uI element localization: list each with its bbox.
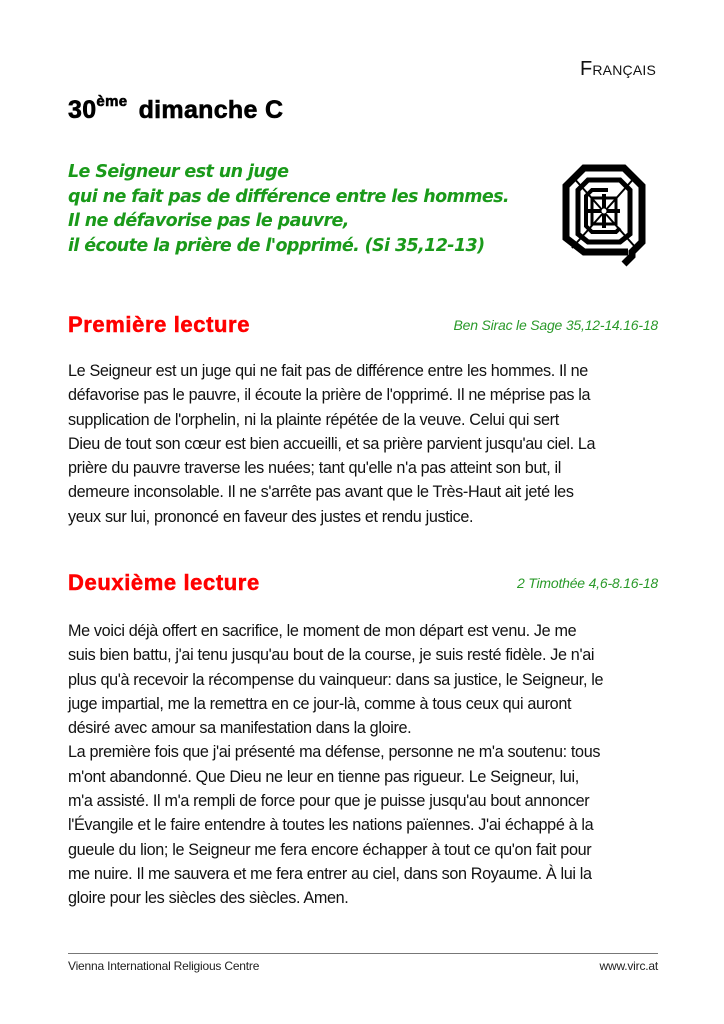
text-line: suis bien battu, j'ai tenu jusqu'au bout de la course, je suis resté fidèle. Je n'ai <box>68 646 595 665</box>
first-reading-text <box>68 359 668 529</box>
text-line: Le Seigneur est un juge qui ne fait pas de différence entre les hommes. Il ne <box>68 362 588 380</box>
first-reading-reference: Ben Sirac le Sage 35,12-14.16-18 <box>453 317 658 333</box>
text-line: La première fois que j'ai présenté ma défense, personne ne m'a soutenu: tous <box>68 743 601 762</box>
title-rest: dimanche C <box>138 96 284 124</box>
page-title <box>68 93 284 125</box>
text-line: juge impartial, me la remettra en ce jour-là, comme à tous ceux qui auront <box>68 694 572 713</box>
text-line: m'a assisté. Il m'a rempli de force pour que je puisse jusqu'au bout annoncer <box>68 792 590 811</box>
antiphon-line: il écoute la prière de l'opprimé. (Si 35,12-13) <box>68 235 485 256</box>
antiphon-line: Il ne défavorise pas le pauvre, <box>68 211 349 231</box>
antiphon-line: qui ne fait pas de différence entre les hommes. <box>68 186 509 207</box>
text-line: me nuire. Il me sauvera et me fera entrer au ciel, dans son Royaume. À lui la <box>68 864 592 883</box>
text-line: demeure inconsolable. Il ne s'arrête pas avant que le Très-Haut ait jeté les <box>68 483 574 502</box>
text-line: supplication de l'orphelin, ni la plainte répétée de la veuve. Celui qui sert <box>68 410 559 429</box>
first-reading-heading: Première lecture <box>68 312 251 337</box>
second-reading-reference: 2 Timothée 4,6-8.16-18 <box>516 575 658 591</box>
title-number: 30 <box>68 96 97 124</box>
first-reading-header <box>68 312 658 342</box>
footer-organization: Vienna International Religious Centre <box>68 959 260 973</box>
text-line: l'Évangile et le faire entendre à toutes les nations païennes. J'ai échappé à la <box>68 816 594 835</box>
virc-logo-icon <box>562 164 646 268</box>
text-line: Dieu de tout son cœur est bien accueilli, et sa prière parvient jusqu'au ciel. La <box>68 434 596 453</box>
text-line: prière du pauvre traverse les nuées; tant qu'elle n'a pas atteint son but, il <box>68 459 562 478</box>
text-line: Me voici déjà offert en sacrifice, le moment de mon départ est venu. Je me <box>68 622 577 640</box>
second-reading-text <box>68 619 668 911</box>
title-superscript: ème <box>96 93 128 110</box>
second-reading-heading: Deuxième lecture <box>68 570 260 595</box>
text-line: défavorise pas le pauvre, il écoute la prière de l'opprimé. Il ne méprise pas la <box>68 386 591 405</box>
text-line: désiré avec amour sa manifestation dans la gloire. <box>68 719 412 738</box>
antiphon-line: Le Seigneur est un juge <box>68 162 289 182</box>
text-line: yeux sur lui, prononcé en faveur des justes et rendu justice. <box>68 507 474 526</box>
language-label: Français <box>579 58 656 80</box>
second-reading-header <box>68 570 658 600</box>
footer-website[interactable]: www.virc.at <box>599 959 658 973</box>
text-line: gloire pour les siècles des siècles. Amen. <box>68 889 349 908</box>
text-line: plus qu'à recevoir la récompense du vainqueur: dans sa justice, le Seigneur, le <box>68 670 604 689</box>
text-line: m'ont abandonné. Que Dieu ne leur en tienne pas rigueur. Le Seigneur, lui, <box>68 767 579 786</box>
antiphon <box>68 160 528 258</box>
footer-divider <box>68 953 658 954</box>
text-line: gueule du lion; le Seigneur me fera encore échapper à tout ce qu'on fait pour <box>68 840 592 859</box>
